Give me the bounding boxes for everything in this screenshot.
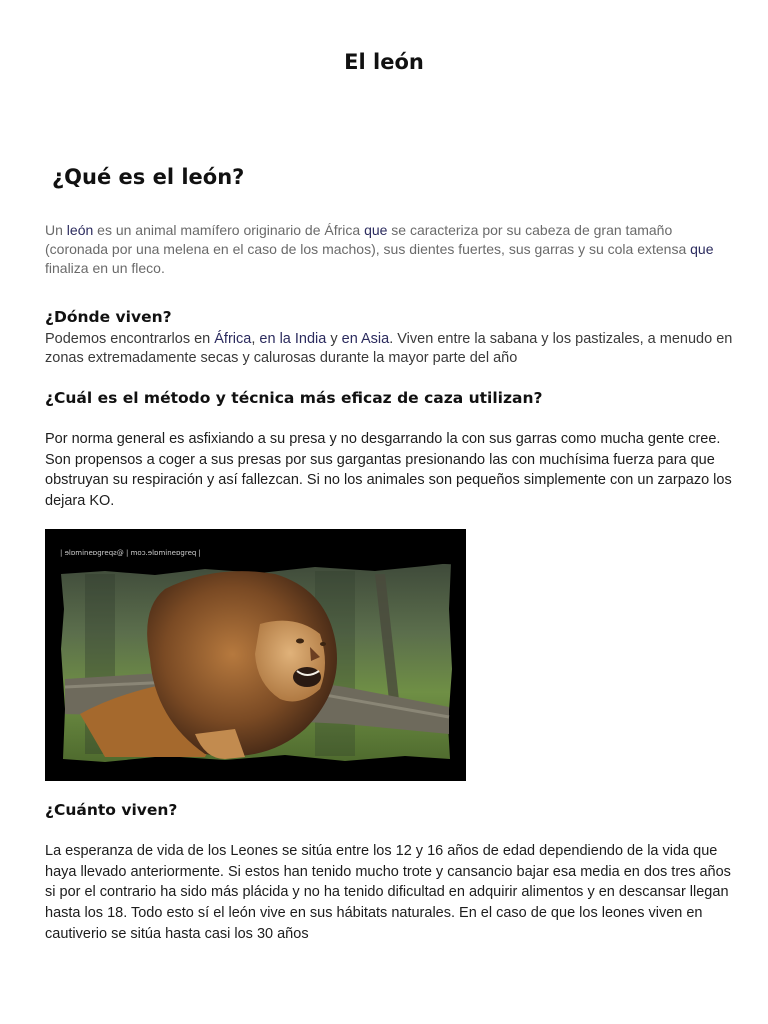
- link-africa[interactable]: África: [214, 331, 252, 347]
- intro-text: Un: [45, 222, 67, 238]
- cuanto-paragraph: La esperanza de vida de los Leones se sitúa entre los 12 y 16 años de edad dependiendo de la vida que haya llevado anteriormente. Si estos han tenido mucho trote y cansancio bajar esa media en dos tres años si por el contrario ha sido más plácida y no ha tenido dificultad en adquirir alimentos y en descansar llegan hasta los 18. Todo esto sí el león vive en sus hábitats naturales. En el caso de que los leones viven en cautiverio se sitúa hasta casi los 30 años: [45, 843, 731, 942]
- donde-text: Podemos encontrarlos en: [45, 331, 215, 347]
- link-leon[interactable]: león: [66, 222, 94, 238]
- caza-paragraph: Por norma general es asfixiando a su presa y no desgarrando la con sus garras como mucha gente cree. Son propensos a coger a sus presas por sus gargantas presionando las con muchísima fuerza para que obstruyan su respiración y así fallezcan. Si no los animales son pequeños simplemente con un zarpazo los dejara KO.: [45, 431, 732, 510]
- link-que[interactable]: que: [364, 222, 388, 238]
- lion-illustration: [45, 529, 466, 781]
- heading-cuanto-viven: ¿Cuánto viven?: [45, 801, 178, 819]
- donde-text: ,: [251, 331, 260, 347]
- donde-text: y: [326, 331, 342, 347]
- image-caption: | ɘlɒmineɒgreqƨ@ | moɔ.ɘlɒmineɒgreq |: [60, 549, 201, 557]
- intro-text: es un animal mamífero originario de África: [93, 222, 365, 238]
- donde-paragraph: [45, 330, 735, 368]
- link-india[interactable]: en la India: [259, 331, 327, 347]
- intro-paragraph: [45, 221, 735, 278]
- heading-donde-viven: ¿Dónde viven?: [45, 308, 172, 326]
- heading-metodo-caza: ¿Cuál es el método y técnica más eficaz de caza utilizan?: [45, 389, 543, 407]
- intro-text: finaliza en un fleco.: [45, 260, 165, 276]
- document-title: El león: [344, 50, 424, 74]
- link-asia[interactable]: en Asia: [341, 331, 390, 347]
- link-que[interactable]: que: [690, 241, 714, 257]
- intro-text: se caracteriza por su cabeza de gran tamaño (coronada por una melena en el caso de los machos), sus dientes fuertes, sus garras y su cola extensa: [45, 222, 691, 257]
- lion-photo: [45, 529, 466, 781]
- heading-que-es-el-leon: ¿Qué es el león?: [52, 165, 245, 189]
- donde-text: . Viven entre la sabana y los pastizales, a menudo en zonas extremadamente secas y calurosas durante la mayor parte del año: [45, 331, 733, 366]
